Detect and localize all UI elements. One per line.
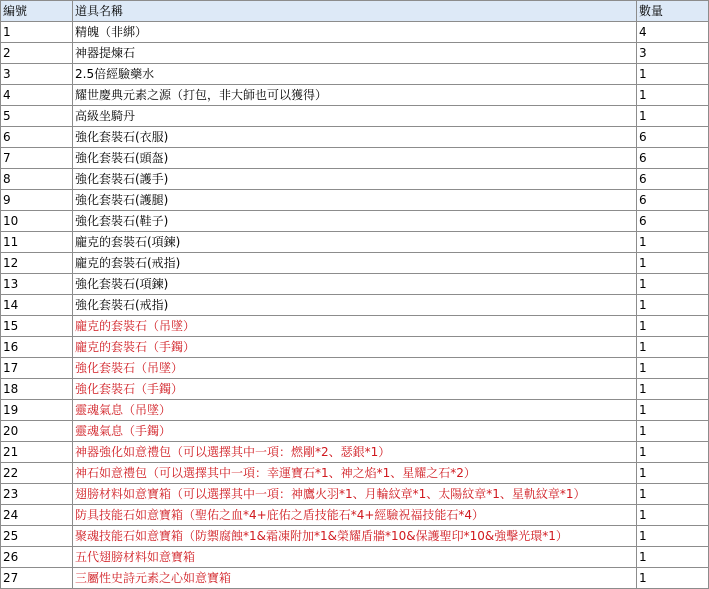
cell-name: 強化套裝石(項鍊) [73,274,637,295]
table-row [1,190,709,211]
table-row [1,295,709,316]
cell-qty: 1 [637,295,709,316]
table-header-row [1,1,709,22]
table-row [1,211,709,232]
cell-name: 龐克的套裝石（手鐲） [73,337,637,358]
cell-qty: 1 [637,484,709,505]
cell-name: 強化套裝石（吊墜） [73,358,637,379]
table-row [1,106,709,127]
cell-name: 強化套裝石(戒指) [73,295,637,316]
cell-id: 5 [1,106,73,127]
cell-id: 13 [1,274,73,295]
header-qty: 數量 [637,1,709,22]
cell-qty: 1 [637,64,709,85]
cell-name: 龐克的套裝石（吊墜） [73,316,637,337]
cell-qty: 1 [637,106,709,127]
cell-name: 強化套裝石(護手) [73,169,637,190]
cell-qty: 1 [637,85,709,106]
cell-name: 強化套裝石(鞋子) [73,211,637,232]
table-body [1,22,709,589]
cell-id: 16 [1,337,73,358]
cell-id: 21 [1,442,73,463]
table-row [1,400,709,421]
cell-qty: 1 [637,232,709,253]
cell-qty: 1 [637,379,709,400]
cell-qty: 6 [637,190,709,211]
cell-name: 強化套裝石(護腿) [73,190,637,211]
table-row [1,463,709,484]
cell-id: 6 [1,127,73,148]
cell-qty: 1 [637,316,709,337]
table-row [1,484,709,505]
cell-qty: 1 [637,337,709,358]
cell-id: 22 [1,463,73,484]
header-id: 編號 [1,1,73,22]
cell-id: 12 [1,253,73,274]
table-row [1,169,709,190]
table-row [1,253,709,274]
cell-id: 18 [1,379,73,400]
cell-id: 3 [1,64,73,85]
cell-qty: 1 [637,547,709,568]
cell-qty: 6 [637,211,709,232]
cell-qty: 6 [637,169,709,190]
table-row [1,64,709,85]
cell-name: 神器強化如意禮包（可以選擇其中一項：燃剛*2、瑟銀*1） [73,442,637,463]
cell-name: 耀世慶典元素之源（打包，非大師也可以獲得） [73,85,637,106]
cell-qty: 1 [637,526,709,547]
table-row [1,43,709,64]
cell-id: 4 [1,85,73,106]
cell-name: 靈魂氣息（吊墜） [73,400,637,421]
cell-name: 強化套裝石(頭盔) [73,148,637,169]
cell-id: 2 [1,43,73,64]
cell-id: 14 [1,295,73,316]
table-row [1,442,709,463]
cell-id: 25 [1,526,73,547]
cell-id: 8 [1,169,73,190]
cell-id: 17 [1,358,73,379]
cell-qty: 1 [637,505,709,526]
cell-qty: 4 [637,22,709,43]
cell-id: 27 [1,568,73,589]
cell-qty: 1 [637,421,709,442]
cell-name: 靈魂氣息（手鐲） [73,421,637,442]
cell-name: 高級坐騎丹 [73,106,637,127]
table-row [1,274,709,295]
table-row [1,148,709,169]
cell-name: 神器提煉石 [73,43,637,64]
cell-name: 防具技能石如意寶箱（聖佑之血*4+庇佑之盾技能石*4+經驗祝福技能石*4） [73,505,637,526]
cell-qty: 6 [637,127,709,148]
cell-id: 19 [1,400,73,421]
cell-name: 聚魂技能石如意寶箱（防禦腐蝕*1&霜凍附加*1&榮耀盾牆*10&保護聖印*10&強擊光環*1） [73,526,637,547]
cell-name: 神石如意禮包（可以選擇其中一項：幸運寶石*1、神之焰*1、星耀之石*2） [73,463,637,484]
cell-name: 五代翅膀材料如意寶箱 [73,547,637,568]
cell-qty: 1 [637,568,709,589]
header-name: 道具名稱 [73,1,637,22]
cell-name: 強化套裝石(衣服) [73,127,637,148]
cell-qty: 1 [637,442,709,463]
cell-qty: 3 [637,43,709,64]
cell-qty: 1 [637,358,709,379]
cell-id: 15 [1,316,73,337]
cell-name: 龐克的套裝石(戒指) [73,253,637,274]
cell-id: 24 [1,505,73,526]
cell-qty: 1 [637,463,709,484]
table-row [1,568,709,589]
table-row [1,358,709,379]
cell-name: 強化套裝石（手鐲） [73,379,637,400]
table-row [1,127,709,148]
cell-name: 2.5倍經驗藥水 [73,64,637,85]
table-row [1,526,709,547]
cell-id: 11 [1,232,73,253]
cell-qty: 1 [637,400,709,421]
cell-name: 精魄（非綁） [73,22,637,43]
table-row [1,232,709,253]
table-row [1,421,709,442]
cell-id: 7 [1,148,73,169]
table-row [1,337,709,358]
cell-id: 9 [1,190,73,211]
table-row [1,316,709,337]
table-row [1,85,709,106]
cell-qty: 1 [637,253,709,274]
cell-id: 10 [1,211,73,232]
cell-id: 1 [1,22,73,43]
cell-qty: 1 [637,274,709,295]
cell-id: 23 [1,484,73,505]
cell-name: 翅膀材料如意寶箱（可以選擇其中一項：神鷹火羽*1、月輪紋章*1、太陽紋章*1、星軌紋章*1） [73,484,637,505]
table-row [1,22,709,43]
cell-qty: 6 [637,148,709,169]
cell-id: 26 [1,547,73,568]
cell-id: 20 [1,421,73,442]
cell-name: 三屬性史詩元素之心如意寶箱 [73,568,637,589]
table-row [1,379,709,400]
table-row [1,547,709,568]
table-row [1,505,709,526]
cell-name: 龐克的套裝石(項鍊) [73,232,637,253]
